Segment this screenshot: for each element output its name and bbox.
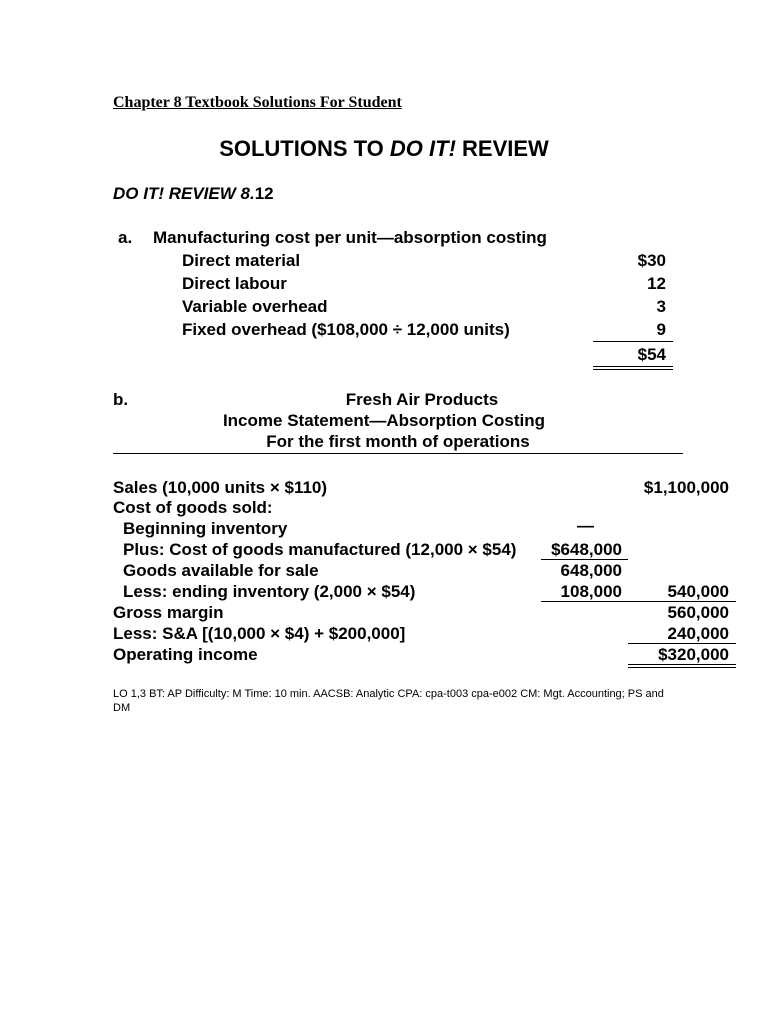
total-double-rule-bottom <box>593 369 673 370</box>
title-suffix: REVIEW <box>455 136 549 161</box>
title-prefix: SOLUTIONS TO <box>219 136 390 161</box>
header-rule <box>113 453 683 454</box>
part-a-row-label: Direct material <box>182 251 301 270</box>
col1-rule <box>541 559 628 560</box>
is-row-col1: $648,000 <box>551 540 622 559</box>
is-row-col1: 648,000 <box>560 561 622 580</box>
part-a-row-label: Fixed overhead ($108,000 ÷ 12,000 units) <box>182 320 510 339</box>
is-row-label: Less: ending inventory (2,000 × $54) <box>123 582 416 601</box>
part-a-heading: Manufacturing cost per unit—absorption costing <box>153 228 547 247</box>
review-heading-number: 12 <box>254 184 274 203</box>
is-row-label: Operating income <box>113 645 258 664</box>
part-a-total: $54 <box>637 345 666 364</box>
is-row-label: Less: S&A [(10,000 × $4) + $200,000] <box>113 624 406 643</box>
col1-rule <box>541 601 628 602</box>
col2-rule <box>628 601 736 602</box>
is-row-label: Cost of goods sold: <box>113 498 273 517</box>
part-a-row-value: 9 <box>656 320 666 339</box>
statement-title: Income Statement—Absorption Costing <box>222 411 546 430</box>
total-double-rule-top <box>628 664 736 665</box>
part-a-row-value: 12 <box>647 274 666 293</box>
company-name: Fresh Air Products <box>345 390 499 409</box>
is-row-label: Goods available for sale <box>123 561 319 580</box>
is-row-label: Plus: Cost of goods manufactured (12,000 × $54) <box>123 540 517 559</box>
is-row-col2: $320,000 <box>658 645 729 664</box>
part-a-row-label: Direct labour <box>182 274 287 293</box>
is-row-col2: $1,100,000 <box>643 478 729 497</box>
total-double-rule-bottom <box>628 667 736 668</box>
is-row-col2: 560,000 <box>667 603 729 622</box>
page-title <box>0 136 768 162</box>
is-row-label: Sales (10,000 units × $110) <box>113 478 328 497</box>
is-row-col1: — <box>577 516 594 535</box>
is-row-label: Gross margin <box>113 603 224 622</box>
part-a-letter: a. <box>118 228 133 247</box>
total-double-rule-top <box>593 366 673 367</box>
chapter-heading: Chapter 8 Textbook Solutions For Student <box>113 94 402 111</box>
part-a-row-value: 3 <box>656 297 666 316</box>
review-heading-italic: DO IT! REVIEW 8. <box>113 184 255 203</box>
col2-rule <box>628 643 736 644</box>
footnote: LO 1,3 BT: AP Difficulty: M Time: 10 min. AACSB: Analytic CPA: cpa-t003 cpa-e002 CM: Mgt. Accounting; PS and DM <box>113 688 664 714</box>
statement-period: For the first month of operations <box>266 432 530 451</box>
is-row-col2: 240,000 <box>667 624 729 643</box>
subtotal-rule <box>593 341 673 342</box>
is-row-col2: 540,000 <box>667 582 729 601</box>
part-b-letter: b. <box>113 390 129 409</box>
title-italic: DO IT! <box>389 136 456 161</box>
review-heading <box>113 184 274 204</box>
is-row-col1: 108,000 <box>560 582 622 601</box>
part-a-row-value: $30 <box>637 251 666 270</box>
is-row-label: Beginning inventory <box>123 519 288 538</box>
part-a-row-label: Variable overhead <box>182 297 328 316</box>
